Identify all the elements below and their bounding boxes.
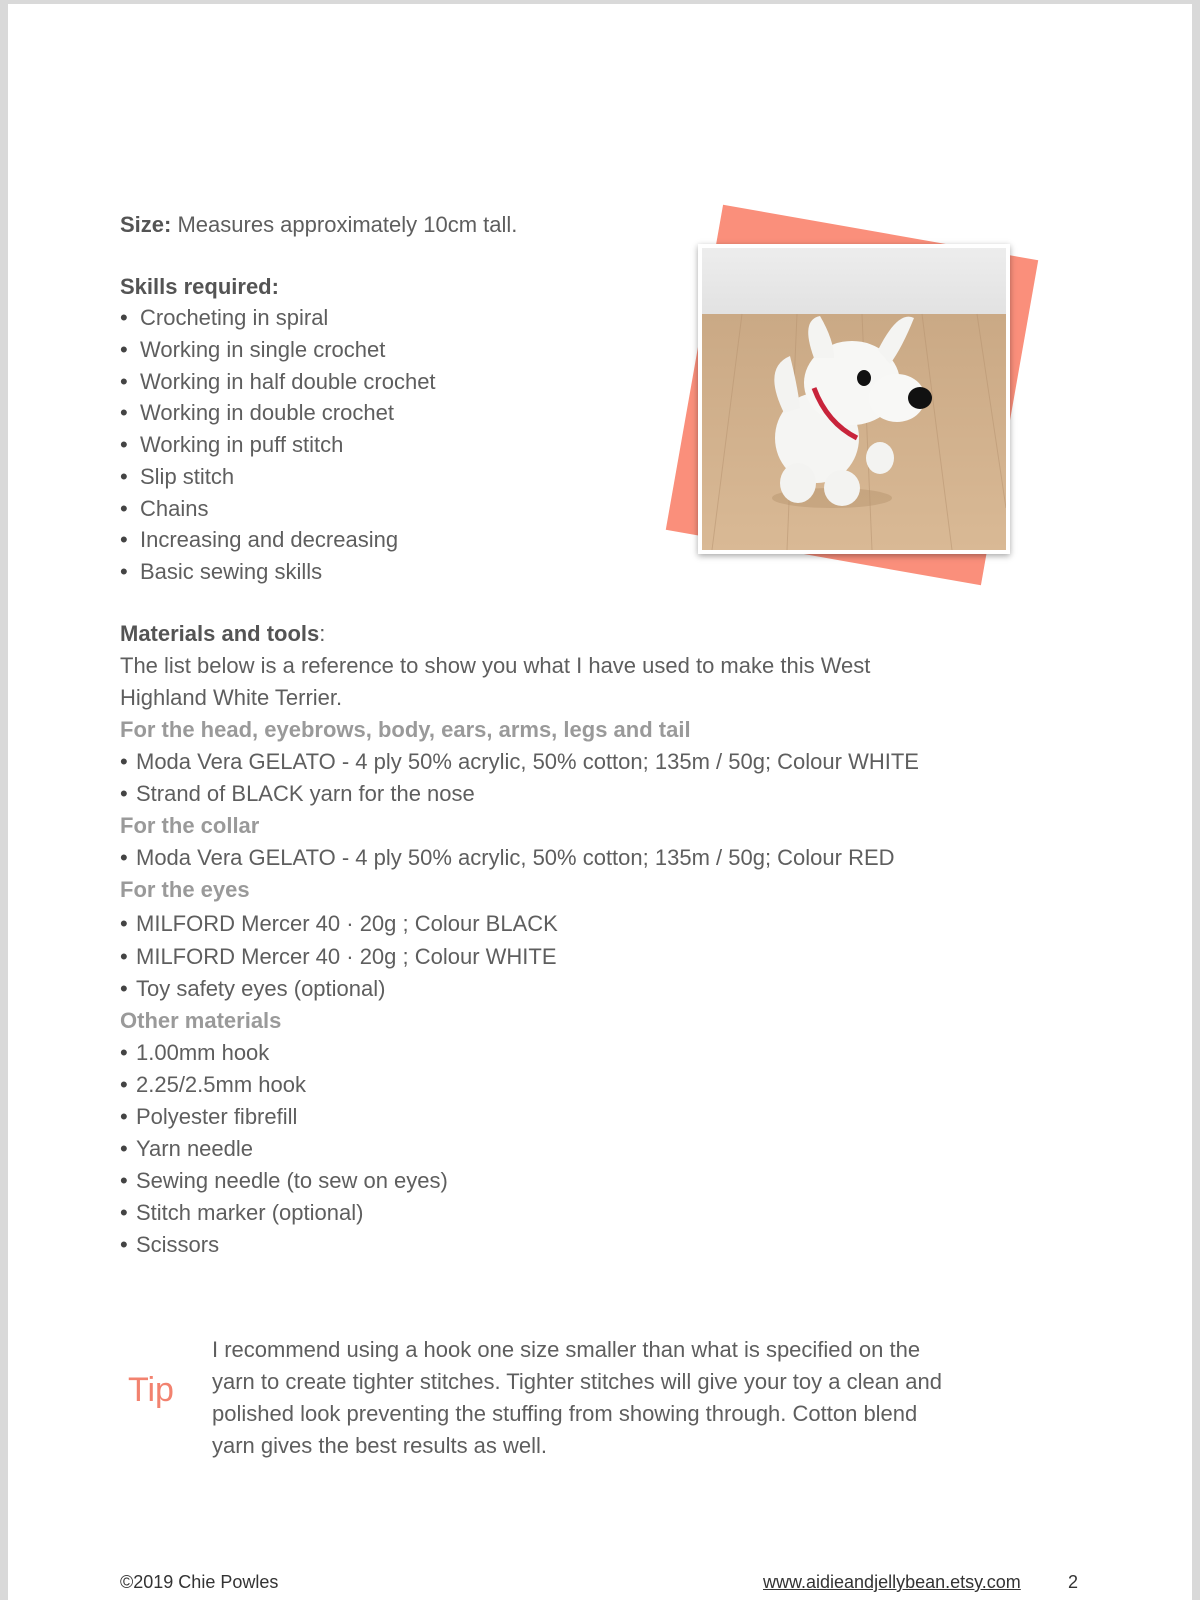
- material-item: • Moda Vera GELATO - 4 ply 50% acrylic, 50% cotton; 135m / 50g; Colour WHITE: [120, 747, 919, 777]
- material-item: • Stitch marker (optional): [120, 1198, 363, 1228]
- material-item: • Toy safety eyes (optional): [120, 974, 385, 1004]
- skill-item: • Increasing and decreasing: [120, 525, 398, 555]
- material-item: • MILFORD Mercer 40 · 20g ; Colour WHITE: [120, 942, 557, 972]
- page-number: 2: [1068, 1572, 1079, 1592]
- material-item: • Polyester fibrefill: [120, 1102, 297, 1132]
- material-item: • Scissors: [120, 1230, 219, 1260]
- tip-line: I recommend using a hook one size smaller than what is specified on the: [212, 1337, 921, 1362]
- skill-item: • Chains: [120, 494, 208, 524]
- footer-copyright: ©2019 Chie Powles: [120, 1572, 279, 1592]
- eyes-section-title: For the eyes: [120, 877, 250, 902]
- materials-heading-line: [120, 619, 325, 649]
- tip-line: yarn gives the best results as well.: [212, 1433, 548, 1458]
- tip-text: [212, 1334, 1032, 1462]
- product-photo: [658, 200, 1068, 610]
- skill-item: • Working in half double crochet: [120, 367, 436, 397]
- material-item: • 2.25/2.5mm hook: [120, 1070, 306, 1100]
- head-section-title: For the head, eyebrows, body, ears, arms, legs and tail: [120, 717, 691, 742]
- skill-item: • Working in double crochet: [120, 398, 394, 428]
- other-section-title: Other materials: [120, 1008, 282, 1033]
- size-line: [120, 210, 517, 240]
- footer-url-wrap: [763, 1572, 1021, 1593]
- materials-intro: Highland White Terrier.: [120, 685, 343, 710]
- tip-line: yarn to create tighter stitches. Tighter stitches will give your toy a clean and: [212, 1369, 943, 1394]
- skill-item: • Slip stitch: [120, 462, 234, 492]
- material-item: • MILFORD Mercer 40 · 20g ; Colour BLACK: [120, 909, 558, 939]
- size-label: Size:: [120, 212, 172, 237]
- materials-heading-colon: :: [319, 621, 326, 646]
- materials-intro: The list below is a reference to show you what I have used to make this West: [120, 653, 871, 678]
- material-item: • Moda Vera GELATO - 4 ply 50% acrylic, 50% cotton; 135m / 50g; Colour RED: [120, 843, 895, 873]
- footer-url-link[interactable]: www.aidieandjellybean.etsy.com: [763, 1572, 1021, 1592]
- tip-label: Tip: [128, 1371, 174, 1409]
- size-text: Measures approximately 10cm tall.: [171, 212, 518, 237]
- skill-item: • Working in puff stitch: [120, 430, 343, 460]
- skill-item: • Working in single crochet: [120, 335, 385, 365]
- document-page: [8, 4, 1192, 1600]
- material-item: • Sewing needle (to sew on eyes): [120, 1166, 448, 1196]
- material-item: • Strand of BLACK yarn for the nose: [120, 779, 475, 809]
- tip-line: polished look preventing the stuffing from showing through. Cotton blend: [212, 1401, 918, 1426]
- westie-amigurumi-photo: [702, 248, 1006, 550]
- material-item: • 1.00mm hook: [120, 1038, 269, 1068]
- skill-item: • Basic sewing skills: [120, 557, 322, 587]
- material-item: • Yarn needle: [120, 1134, 253, 1164]
- materials-heading: Materials and tools: [120, 621, 320, 646]
- skill-item: • Crocheting in spiral: [120, 303, 328, 333]
- skills-heading: Skills required:: [120, 274, 279, 299]
- collar-section-title: For the collar: [120, 813, 260, 838]
- photo-frame: [698, 244, 1010, 554]
